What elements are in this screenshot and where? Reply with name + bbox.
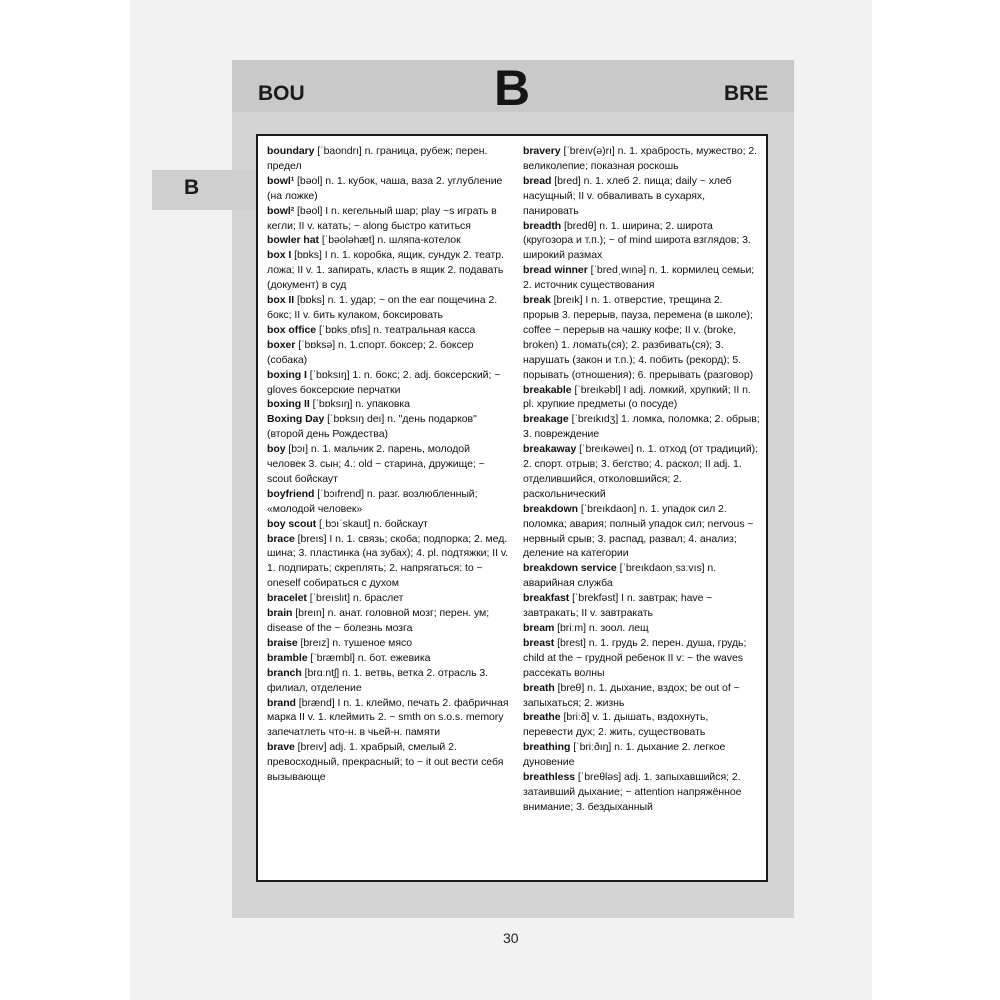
entry-definition: [ˈbreıkəweı] n. 1. отход (от традиций); 2. спорт. отрыв; 3. бегство; 4. раскол; II adj. 1. отделившийся, отколовшийся; 2. раскольнический <box>523 443 758 500</box>
dictionary-entry <box>523 591 761 621</box>
entries-box <box>256 134 768 882</box>
headword: bread winner <box>523 264 588 277</box>
dictionary-entry <box>267 636 509 651</box>
entries-column-left <box>267 144 509 785</box>
headword: bravery <box>523 145 561 157</box>
headword: branch <box>267 666 302 679</box>
entry-definition: [ˈbreθləs] adj. 1. запыхавшийся; 2. затаивший дыхание; ~ attention напряжённое внимание; 3. бездыханный <box>523 771 742 813</box>
dictionary-entry <box>523 219 761 264</box>
entry-definition: [ˈbɒksˌɒfıs] n. театральная касса <box>316 323 476 336</box>
entry-definition: [ˈbrekfəst] I n. завтрак; have ~ завтракать; II v. завтракать <box>523 592 713 620</box>
entry-definition: [ˈbreıkəbl] I adj. ломкий, хрупкий; II n. pl. хрупкие предметы (о посуде) <box>523 383 751 411</box>
entry-definition: [ˈbɔıfrend] n. разг. возлюбленный; «молодой человек» <box>267 487 478 515</box>
entries-column-right <box>523 144 761 815</box>
entry-definition: [briːm] n. зоол. лещ <box>554 622 649 634</box>
dictionary-entry <box>267 740 509 785</box>
dictionary-entry <box>267 651 509 666</box>
dictionary-entry <box>523 681 761 711</box>
dictionary-entry <box>523 144 761 174</box>
headword: bracelet <box>267 592 307 605</box>
headword: break <box>523 294 551 307</box>
dictionary-entry <box>267 606 509 636</box>
headword: brace <box>267 532 295 545</box>
guide-word-left: BOU <box>258 82 305 105</box>
entry-definition: [bəol] n. 1. кубок, чаша, ваза 2. углубление (на ложке) <box>267 174 503 202</box>
entry-definition: [ˈbræmbl] n. бот. ежевика <box>307 651 431 664</box>
entry-definition: [bɒks] I n. 1. коробка, ящик, сундук 2. театр. ложа; II v. 1. запирать, класть в ящик 2. подавать (документ) в суд <box>267 249 504 292</box>
dictionary-entry <box>267 368 509 398</box>
headword: bowl¹ <box>267 174 295 187</box>
entry-definition: [ˈbreıkıdʒ] 1. ломка, поломка; 2. обрыв; 3. повреждение <box>523 413 760 441</box>
dictionary-entry <box>267 397 509 412</box>
entry-definition: [ˌbɔıˈskaut] n. бойскаут <box>316 517 428 530</box>
entry-definition: [breθ] n. 1. дыхание, вздох; be out of ~ запыхаться; 2. жизнь <box>523 681 740 709</box>
dictionary-entry <box>267 666 509 696</box>
section-letter: B <box>494 60 531 116</box>
entry-definition: [bɒks] n. 1. удар; ~ on the ear пощечина 2. бокс; II v. бить кулаком, боксировать <box>267 294 498 321</box>
headword: breakaway <box>523 443 577 456</box>
entry-definition: [bəol] I n. кегельный шар; play ~s играть в кегли; II v. катать; ~ along быстро катиться <box>267 204 497 232</box>
dictionary-entry <box>267 233 509 248</box>
dictionary-entry <box>523 412 761 442</box>
entry-definition: [ˈbreıslıt] n. браслет <box>306 592 404 605</box>
headword: box I <box>267 249 292 262</box>
entry-definition: [ˈbɒksıŋ deı] n. "день подарков" (второй день Рождества) <box>267 413 477 441</box>
headword: braise <box>267 636 298 649</box>
dictionary-entry <box>267 412 509 442</box>
page-number: 30 <box>503 930 519 946</box>
headword: breath <box>523 681 555 694</box>
headword: boundary <box>267 145 315 157</box>
entry-definition: [breık] I n. 1. отверстие, трещина 2. прорыв 3. перерыв, пауза, перемена (в школе); coffee ~ перерыв на чашку кофе; II v. (broke, broken) 1. ломать(ся); 2. разбивать(ся); 3. нарушать (закон и т.п.); 4. побить (рекорд); 5. порывать (отношения); 6. прерывать (разговор) <box>523 294 754 381</box>
dictionary-entry <box>267 144 509 174</box>
headword: bread <box>523 174 552 187</box>
entry-definition: [bredθ] n. 1. ширина; 2. широта (кругозора и т.п.); ~ of mind широта взглядов; 3. широкий размах <box>523 219 751 262</box>
headword: breathe <box>523 711 561 724</box>
entry-definition: [ˈbreıv(ə)rı] n. 1. храбрость, мужество; 2. великолепие; показная роскошь <box>523 145 758 172</box>
headword: boy <box>267 443 286 456</box>
entry-definition: [ˈbreıkdaonˌsɜːvıs] n. аварийная служба <box>523 562 717 590</box>
headword: brain <box>267 607 293 620</box>
headword: Boxing Day <box>267 413 325 426</box>
dictionary-entry <box>523 442 761 502</box>
headword: boxing I <box>267 368 307 381</box>
entry-definition: [brænd] I n. 1. клеймо, печать 2. фабричная марка II v. 1. клеймить 2. ~ smth on s.o.s. memory запечатлеть что-н. в чьей-н. памяти <box>267 696 509 739</box>
dictionary-entry <box>267 517 509 532</box>
headword: breakdown <box>523 502 578 515</box>
dictionary-entry <box>523 621 761 636</box>
entry-definition: [briːð] v. 1. дышать, вздохнуть, перевести дух; 2. жить, существовать <box>523 711 709 739</box>
headword: brand <box>267 696 296 709</box>
dictionary-entry <box>267 487 509 517</box>
entry-definition: [bɔı] n. 1. мальчик 2. парень, молодой человек 3. сын; 4.: old ~ старина, дружище; ~ scout бойскаут <box>267 443 485 485</box>
dictionary-entry <box>267 442 509 487</box>
guide-word-right: BRE <box>724 82 769 105</box>
headword: box II <box>267 294 295 307</box>
headword: breadth <box>523 219 562 232</box>
entry-definition: [breın] n. анат. головной мозг; перен. ум; disease of the ~ болезнь мозга <box>267 607 490 634</box>
headword: brave <box>267 741 295 754</box>
dictionary-entry <box>267 248 509 293</box>
headword: boyfriend <box>267 487 315 500</box>
dictionary-entry <box>523 263 761 293</box>
dictionary-entry <box>267 323 509 338</box>
headword: box office <box>267 323 317 336</box>
entry-definition: [ˈbaondrı] n. граница, рубеж; перен. предел <box>267 145 488 172</box>
entry-definition: [ˈbɒksıŋ] 1. n. бокс; 2. adj. боксерский; ~ gloves боксерские перчатки <box>267 368 501 396</box>
thumb-index-letter: B <box>184 176 200 199</box>
entry-definition: [ˈbredˌwınə] n. 1. кормилец семьи; 2. источник существования <box>523 264 755 292</box>
entry-definition: [breız] n. тушеное мясо <box>297 636 413 649</box>
entry-definition: [brɑːntʃ] n. 1. ветвь, ветка 2. отрасль 3. филиал, отделение <box>267 666 489 694</box>
dictionary-entry <box>523 561 761 591</box>
dictionary-entry <box>267 696 509 741</box>
headword: boy scout <box>267 517 317 530</box>
dictionary-entry <box>267 532 509 592</box>
entry-definition: [breıv] adj. 1. храбрый, смелый 2. превосходный, прекрасный; to ~ it out вести себя вызывающе <box>267 741 504 784</box>
dictionary-entry <box>267 591 509 606</box>
thumb-index-tab <box>152 170 256 210</box>
entry-definition: [ˈbɒksə] n. 1.спорт. боксер; 2. боксер (собака) <box>267 338 474 366</box>
dictionary-entry <box>523 383 761 413</box>
entry-definition: [ˈbreıkdaon] n. 1. упадок сил 2. поломка; авария; полный упадок сил; nervous ~ нервный срыв; 3. распад, развал; 4. анализ; деление на категории <box>523 502 754 560</box>
dictionary-entry <box>523 770 761 815</box>
entry-definition: [ˈbəoləhæt] n. шляпа-котелок <box>319 234 461 247</box>
entry-definition: [bred] n. 1. хлеб 2. пища; daily ~ хлеб насущный; II v. обваливать в сухарях, панировать <box>523 174 732 217</box>
headword: boxer <box>267 338 296 351</box>
headword: bream <box>523 622 555 634</box>
headword: breakable <box>523 383 572 396</box>
headword: bowler hat <box>267 234 320 247</box>
dictionary-entry <box>267 174 509 204</box>
headword: breathless <box>523 771 576 784</box>
headword: breakage <box>523 413 569 426</box>
headword: breakdown service <box>523 562 617 575</box>
dictionary-entry <box>523 710 761 740</box>
dictionary-entry <box>267 293 509 323</box>
headword: bowl² <box>267 204 295 217</box>
dictionary-entry <box>523 174 761 219</box>
entry-definition: [ˈbɒksıŋ] n. упаковка <box>309 398 410 411</box>
dictionary-entry <box>267 204 509 234</box>
headword: breathing <box>523 741 571 754</box>
dictionary-entry <box>523 636 761 681</box>
entry-definition: [ˈbriːðıŋ] n. 1. дыхание 2. легкое дуновение <box>523 741 726 769</box>
dictionary-entry <box>267 338 509 368</box>
entry-definition: [brest] n. 1. грудь 2. перен. душа, грудь; child at the ~ грудной ребенок II v: ~ the waves рассекать волны <box>523 636 747 679</box>
dictionary-entry <box>523 293 761 382</box>
dictionary-entry <box>523 502 761 562</box>
headword: bramble <box>267 651 308 664</box>
headword: boxing II <box>267 398 310 411</box>
entry-definition: [breıs] I n. 1. связь; скоба; подпорка; 2. мед. шина; 3. пластинка (на зубах); 4. pl. подтяжки; II v. 1. подпирать; скреплять; 2. напрягаться: to ~ oneself собираться с духом <box>267 532 509 590</box>
headword: breast <box>523 636 555 649</box>
headword: breakfast <box>523 592 570 605</box>
dictionary-entry <box>523 740 761 770</box>
